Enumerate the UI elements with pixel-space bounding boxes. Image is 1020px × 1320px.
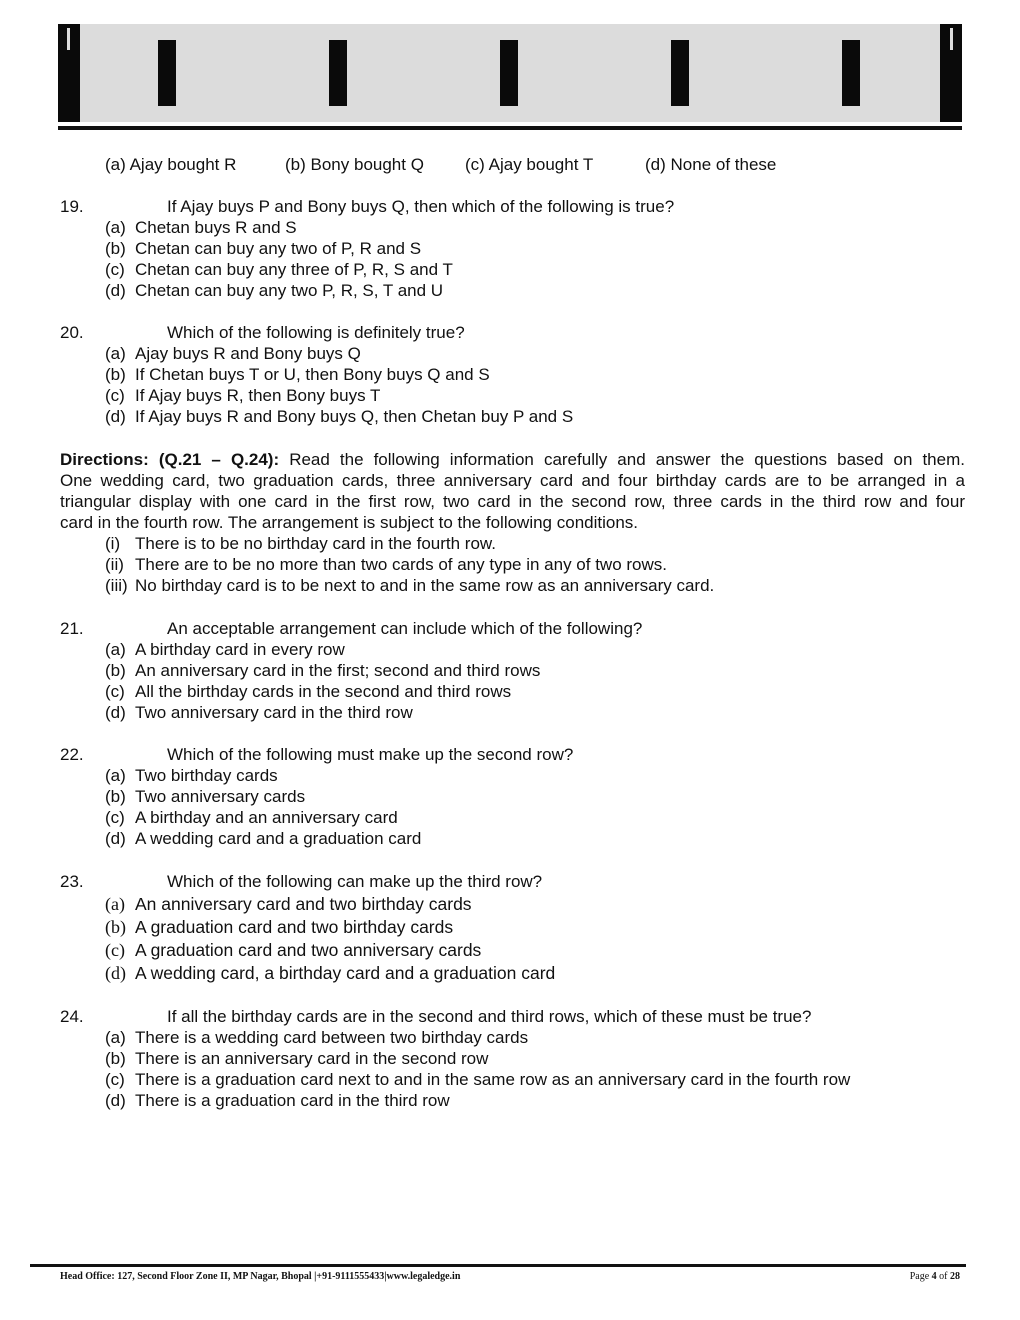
option-d: [105, 406, 573, 427]
condition-label: (iii): [105, 576, 128, 595]
directions-heading: Directions: (Q.21 – Q.24):: [60, 450, 280, 469]
option-b: [105, 660, 540, 681]
page-of: of: [939, 1271, 948, 1282]
condition-iii: [105, 575, 714, 596]
option-c: [105, 1069, 850, 1090]
directions-text: Read the following information carefully and answer the questions based on them.: [289, 450, 965, 469]
option-text: Ajay buys R and Bony buys Q: [135, 344, 361, 363]
option-a: [105, 217, 297, 238]
option-text: Ajay bought T: [488, 155, 594, 174]
question-number: 20.: [60, 323, 84, 342]
option-text: If Chetan buys T or U, then Bony buys Q and S: [135, 365, 490, 384]
option-a: [105, 154, 236, 175]
condition-label: (ii): [105, 555, 124, 574]
option-text: There is a wedding card between two birthday cards: [135, 1028, 529, 1047]
option-label: (b): [285, 155, 306, 174]
option-label: (c): [105, 808, 125, 827]
option-label: (a): [105, 218, 126, 237]
option-label: (b): [105, 787, 126, 806]
option-c: [105, 940, 481, 961]
option-text: A graduation card and two birthday cards: [135, 917, 454, 937]
option-label: (b): [105, 917, 126, 937]
page-total: 28: [950, 1271, 960, 1282]
option-d: [105, 280, 443, 301]
option-label: (c): [465, 155, 485, 174]
option-label: (a): [105, 640, 126, 659]
option-label: (d): [645, 155, 666, 174]
option-label: (a): [105, 1028, 126, 1047]
condition-label: (i): [105, 534, 121, 553]
header-left-edge-bar: [58, 24, 80, 122]
option-text: Bony bought Q: [310, 155, 424, 174]
option-label: (c): [105, 386, 125, 405]
option-label: (d): [105, 829, 126, 848]
option-label: (a): [105, 155, 126, 174]
question-number: 22.: [60, 745, 84, 764]
option-a: [105, 343, 361, 364]
condition-ii: [105, 554, 667, 575]
option-b: [285, 154, 424, 175]
condition-i: [105, 533, 496, 554]
option-text: If Ajay buys R and Bony buys Q, then Chetan buy P and S: [135, 407, 574, 426]
option-d: [105, 1090, 450, 1111]
header-bar: [158, 40, 176, 106]
header-rule: [58, 126, 962, 130]
option-text: Two anniversary cards: [135, 787, 306, 806]
header-bar: [329, 40, 347, 106]
question-23: [60, 871, 960, 892]
option-text: Two anniversary card in the third row: [135, 703, 413, 722]
question-number: 21.: [60, 619, 84, 638]
option-d: [105, 828, 421, 849]
condition-text: There are to be no more than two cards of any type in any of two rows.: [135, 555, 667, 574]
option-text: Chetan can buy any two of P, R and S: [135, 239, 422, 258]
option-text: Chetan can buy any three of P, R, S and T: [135, 260, 453, 279]
option-b: [105, 1048, 488, 1069]
footer-rule: [30, 1264, 966, 1267]
option-text: All the birthday cards in the second and third rows: [135, 682, 512, 701]
option-c: [465, 154, 593, 175]
option-d: [105, 963, 555, 984]
option-label: (d): [105, 703, 126, 722]
question-number: 19.: [60, 197, 84, 216]
option-text: If Ajay buys R, then Bony buys T: [135, 386, 381, 405]
option-text: There is a graduation card next to and in the same row as an anniversary card in the fourth row: [135, 1070, 851, 1089]
option-a: [105, 1027, 528, 1048]
option-c: [105, 807, 398, 828]
option-b: [105, 364, 490, 385]
question-text: If Ajay buys P and Bony buys Q, then which of the following is true?: [167, 197, 675, 216]
header-bar: [671, 40, 689, 106]
option-text: None of these: [670, 155, 777, 174]
question-text: Which of the following is definitely true?: [167, 323, 465, 342]
question-text: Which of the following can make up the third row?: [167, 872, 543, 891]
option-text: An anniversary card in the first; second and third rows: [135, 661, 541, 680]
option-label: (c): [105, 260, 125, 279]
header-bar: [842, 40, 860, 106]
question-21: [60, 618, 960, 639]
directions-line: [60, 449, 965, 470]
option-label: (d): [105, 281, 126, 300]
option-text: Two birthday cards: [135, 766, 278, 785]
page-prefix: Page: [909, 1271, 930, 1282]
option-text: There is a graduation card in the third row: [135, 1091, 450, 1110]
option-b: [105, 786, 305, 807]
option-a: [105, 639, 345, 660]
directions-line: One wedding card, two graduation cards, three anniversary card and four birthday cards are to be arranged in a: [60, 471, 965, 490]
directions-line: triangular display with one card in the first row, two card in the second row, three cards in the third row and four: [60, 492, 965, 511]
option-label: (c): [105, 1070, 125, 1089]
header-bar: [500, 40, 518, 106]
header-right-edge-bar: [940, 24, 962, 122]
option-text: Chetan buys R and S: [135, 218, 297, 237]
option-label: (b): [105, 365, 126, 384]
question-24: [60, 1006, 960, 1027]
option-label: (c): [105, 940, 125, 960]
option-label: (b): [105, 239, 126, 258]
option-text: There is an anniversary card in the second row: [135, 1049, 489, 1068]
option-label: (b): [105, 1049, 126, 1068]
option-d: [645, 154, 776, 175]
directions-line: card in the fourth row. The arrangement is subject to the following conditions.: [60, 513, 639, 532]
question-number: 23.: [60, 872, 84, 891]
header-banner: [58, 24, 962, 122]
option-label: (a): [105, 344, 126, 363]
option-label: (b): [105, 661, 126, 680]
option-label: (a): [105, 766, 126, 785]
option-text: A graduation card and two anniversary cards: [135, 940, 482, 960]
option-text: An anniversary card and two birthday cards: [135, 894, 472, 914]
option-c: [105, 385, 380, 406]
option-a: [105, 765, 278, 786]
condition-text: There is to be no birthday card in the fourth row.: [135, 534, 496, 553]
option-c: [105, 259, 453, 280]
option-d: [105, 702, 413, 723]
option-label: (d): [105, 1091, 126, 1110]
question-20: [60, 322, 960, 343]
question-22: [60, 744, 960, 765]
condition-text: No birthday card is to be next to and in the same row as an anniversary card.: [135, 576, 715, 595]
option-a: [105, 894, 472, 915]
page-indicator: [910, 1271, 960, 1282]
option-text: A birthday card in every row: [135, 640, 345, 659]
question-text: An acceptable arrangement can include which of the following?: [167, 619, 643, 638]
option-text: A wedding card and a graduation card: [135, 829, 422, 848]
option-text: A wedding card, a birthday card and a graduation card: [135, 963, 556, 983]
option-label: (d): [105, 963, 126, 983]
option-b: [105, 238, 421, 259]
option-b: [105, 917, 453, 938]
option-text: Ajay bought R: [129, 155, 237, 174]
option-label: (c): [105, 682, 125, 701]
question-number: 24.: [60, 1007, 84, 1026]
footer-address: Head Office: 127, Second Floor Zone II, MP Nagar, Bhopal |+91-9111555433|www.legaledge.in: [60, 1271, 461, 1282]
question-19: [60, 196, 960, 217]
page-number: 4: [931, 1271, 937, 1282]
option-label: (d): [105, 407, 126, 426]
option-c: [105, 681, 511, 702]
question-text: Which of the following must make up the second row?: [167, 745, 574, 764]
option-text: A birthday and an anniversary card: [135, 808, 398, 827]
question-text: If all the birthday cards are in the second and third rows, which of these must be true?: [167, 1007, 812, 1026]
option-text: Chetan can buy any two P, R, S, T and U: [135, 281, 444, 300]
option-label: (a): [105, 894, 125, 914]
